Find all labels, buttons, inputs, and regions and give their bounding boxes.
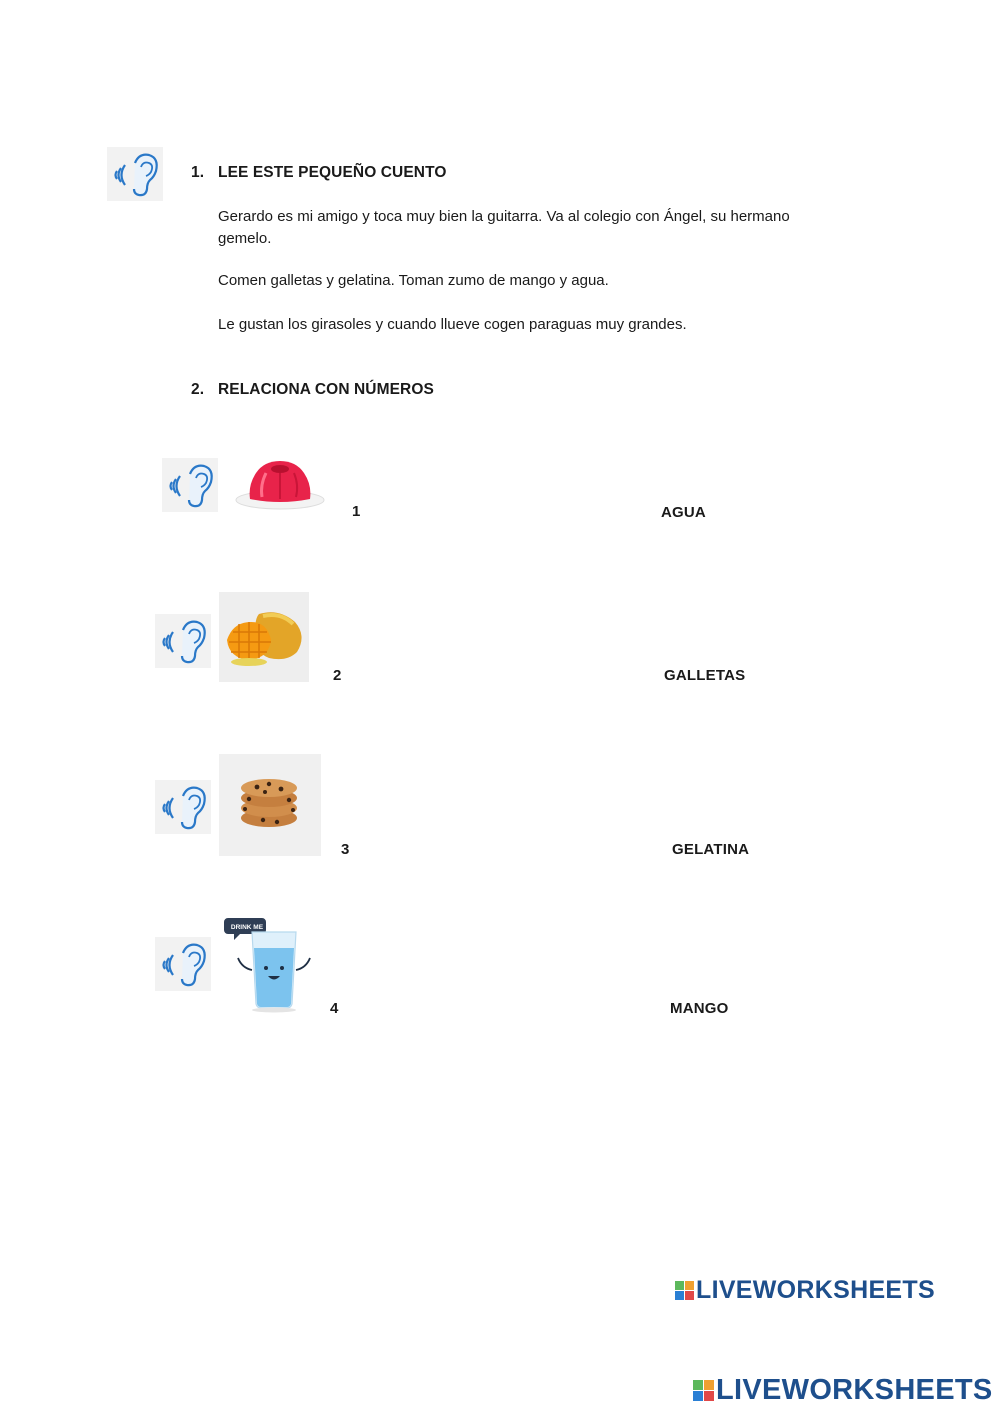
section-2-heading xyxy=(191,381,434,399)
logo-blocks-icon xyxy=(693,1380,714,1401)
audio-ear-icon[interactable] xyxy=(155,780,211,834)
logo-text: LIVEWORKSHEETS xyxy=(716,1374,993,1406)
audio-ear-icon[interactable] xyxy=(155,614,211,668)
word-label-4: MANGO xyxy=(670,1000,729,1017)
section-1-title: LEE ESTE PEQUEÑO CUENTO xyxy=(218,164,447,181)
liveworksheets-footer-logo xyxy=(693,1374,993,1407)
story-paragraph-2: Comen galletas y gelatina. Toman zumo de mango y agua. xyxy=(218,272,609,289)
section-1-number: 1. xyxy=(191,164,205,181)
water-glass-icon xyxy=(224,910,320,1014)
glass-bubble-text: DRINK ME xyxy=(230,924,264,931)
section-2-title: RELACIONA CON NÚMEROS xyxy=(218,381,434,398)
section-1-heading xyxy=(191,164,447,182)
mango-icon xyxy=(219,592,309,682)
logo-text: LIVEWORKSHEETS xyxy=(696,1276,935,1304)
section-2-number: 2. xyxy=(191,381,205,398)
item-number-1: 1 xyxy=(352,503,361,520)
word-label-3: GELATINA xyxy=(672,841,750,858)
audio-ear-icon[interactable] xyxy=(162,458,218,512)
gelatina-icon xyxy=(234,455,326,513)
item-number-2: 2 xyxy=(333,667,342,684)
audio-ear-icon[interactable] xyxy=(155,937,211,991)
logo-blocks-icon xyxy=(675,1281,694,1300)
liveworksheets-logo xyxy=(675,1276,935,1305)
cookies-icon xyxy=(219,754,321,856)
item-number-3: 3 xyxy=(341,841,350,858)
word-label-2: GALLETAS xyxy=(664,667,746,684)
item-number-4: 4 xyxy=(330,1000,339,1017)
story-paragraph-3: Le gustan los girasoles y cuando llueve cogen paraguas muy grandes. xyxy=(218,316,687,333)
word-label-1: AGUA xyxy=(661,504,706,521)
audio-ear-icon[interactable] xyxy=(107,147,163,201)
story-paragraph-1: Gerardo es mi amigo y toca muy bien la guitarra. Va al colegio con Ángel, su hermano gemelo. xyxy=(218,208,790,247)
